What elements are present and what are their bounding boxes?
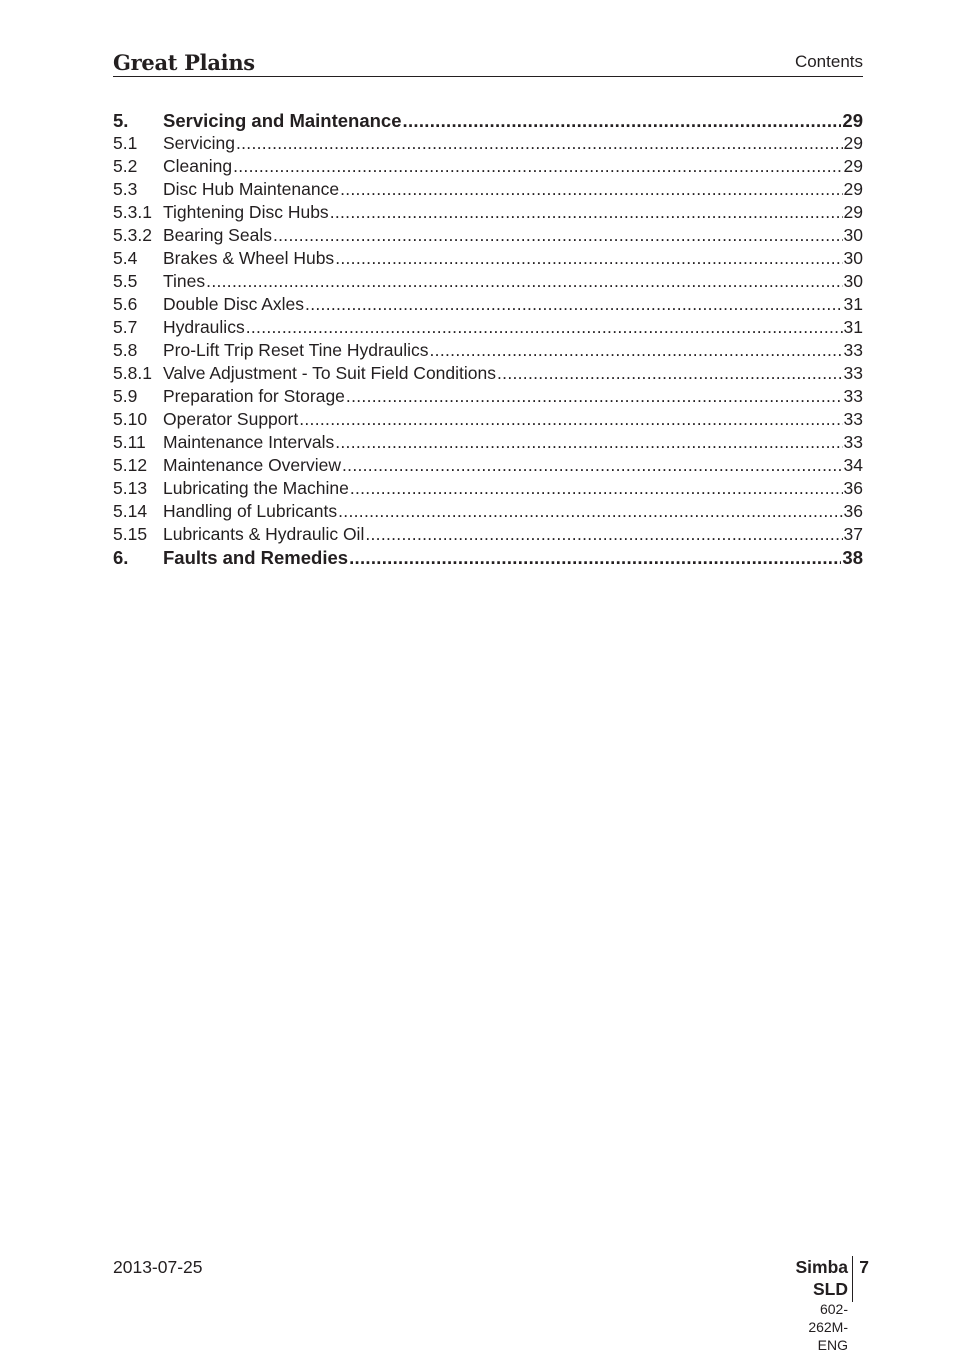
toc-dot-leader xyxy=(346,385,843,408)
toc-entry-number: 5.12 xyxy=(113,455,148,475)
toc-entry-number: 5.4 xyxy=(113,248,138,268)
toc-dot-leader xyxy=(246,316,843,339)
toc-entry-title: Servicing and Maintenance xyxy=(163,110,402,131)
toc-entry[interactable] xyxy=(113,500,863,523)
toc-dot-leader xyxy=(365,523,842,546)
toc-entry-title: Faults and Remedies xyxy=(163,547,349,568)
section-label: Contents xyxy=(794,52,863,71)
toc-entry-page: 29 xyxy=(843,179,863,199)
toc-dot-leader xyxy=(335,431,842,454)
toc-entry[interactable] xyxy=(113,454,863,477)
toc-entry-page: 31 xyxy=(843,317,863,337)
toc-entry-page: 30 xyxy=(843,248,863,268)
toc-entry-title: Operator Support xyxy=(163,409,299,429)
brand-logo: Great Plains xyxy=(113,50,255,75)
toc-entry-title: Bearing Seals xyxy=(163,225,272,245)
toc-entry[interactable] xyxy=(113,362,863,385)
toc-entry[interactable] xyxy=(113,293,863,316)
toc-entry-number: 5.14 xyxy=(113,501,148,521)
toc-entry-number: 5.8 xyxy=(113,340,138,360)
toc-entry-number: 5.5 xyxy=(113,271,138,291)
toc-dot-leader xyxy=(340,178,842,201)
toc-entry-title: Lubricating the Machine xyxy=(163,478,349,498)
toc-entry[interactable] xyxy=(113,155,863,178)
toc-entry-page: 31 xyxy=(843,294,863,314)
toc-entry-title: Tines xyxy=(163,271,206,291)
toc-entry[interactable] xyxy=(113,201,863,224)
toc-entry-number: 5. xyxy=(113,110,129,131)
toc-entry-page: 34 xyxy=(843,455,863,475)
toc-entry-page: 36 xyxy=(843,478,863,498)
product-block xyxy=(795,1256,853,1353)
toc-entry-page: 33 xyxy=(843,386,863,406)
toc-entry-title: Servicing xyxy=(163,133,235,153)
toc-entry[interactable] xyxy=(113,339,863,362)
toc-entry-title: Hydraulics xyxy=(163,317,245,337)
toc-entry[interactable] xyxy=(113,247,863,270)
toc-entry-title: Valve Adjustment - To Suit Field Conditions xyxy=(163,363,496,383)
toc-entry-number: 5.15 xyxy=(113,524,148,544)
toc-entry[interactable] xyxy=(113,109,863,132)
toc-entry-number: 5.3.1 xyxy=(113,202,152,222)
toc-entry[interactable] xyxy=(113,546,863,569)
toc-entry-number: 5.3.2 xyxy=(113,225,152,245)
toc-entry-page: 33 xyxy=(843,340,863,360)
toc-entry[interactable] xyxy=(113,408,863,431)
toc-entry-title: Brakes & Wheel Hubs xyxy=(163,248,335,268)
toc-dot-leader xyxy=(236,132,843,155)
toc-entry-page: 36 xyxy=(843,501,863,521)
toc-dot-leader xyxy=(305,293,842,316)
toc-entry-title: Cleaning xyxy=(163,156,233,176)
toc-dot-leader xyxy=(342,454,843,477)
toc-entry-number: 5.8.1 xyxy=(113,363,152,383)
toc-dot-leader xyxy=(335,247,842,270)
toc-entry-page: 33 xyxy=(843,363,863,383)
toc-entry-page: 29 xyxy=(843,133,863,153)
toc-entry-number: 5.7 xyxy=(113,317,138,337)
toc-entry-title: Lubricants & Hydraulic Oil xyxy=(163,524,365,544)
toc-dot-leader xyxy=(338,500,842,523)
toc-entry-number: 5.13 xyxy=(113,478,148,498)
toc-dot-leader xyxy=(273,224,843,247)
toc-entry[interactable] xyxy=(113,477,863,500)
toc-entry-number: 5.1 xyxy=(113,133,138,153)
document-number: 602-262M-ENG xyxy=(808,1301,848,1353)
toc-dot-leader xyxy=(349,546,841,569)
toc-entry[interactable] xyxy=(113,178,863,201)
toc-entry-number: 5.11 xyxy=(113,432,146,452)
page-header xyxy=(113,48,863,77)
toc-entry-title: Maintenance Intervals xyxy=(163,432,335,452)
toc-entry[interactable] xyxy=(113,385,863,408)
toc-dot-leader xyxy=(330,201,843,224)
toc-dot-leader xyxy=(233,155,842,178)
toc-entry-page: 29 xyxy=(843,202,863,222)
toc-entry-title: Maintenance Overview xyxy=(163,455,341,475)
toc-dot-leader xyxy=(299,408,842,431)
toc-entry[interactable] xyxy=(113,523,863,546)
toc-entry-number: 5.10 xyxy=(113,409,148,429)
toc-entry-title: Tightening Disc Hubs xyxy=(163,202,329,222)
toc-entry-page: 37 xyxy=(843,524,863,544)
toc-entry[interactable] xyxy=(113,316,863,339)
toc-entry[interactable] xyxy=(113,224,863,247)
toc-entry-number: 5.9 xyxy=(113,386,138,406)
toc-entry-page: 29 xyxy=(842,110,863,131)
toc-entry-number: 5.2 xyxy=(113,156,138,176)
toc-entry-title: Disc Hub Maintenance xyxy=(163,179,340,199)
toc-entry[interactable] xyxy=(113,132,863,155)
page-number: 7 xyxy=(859,1257,869,1277)
toc-entry-title: Handling of Lubricants xyxy=(163,501,338,521)
toc-entry[interactable] xyxy=(113,270,863,293)
toc-entry-number: 5.3 xyxy=(113,179,138,199)
toc-entry-page: 33 xyxy=(843,409,863,429)
toc-entry-page: 30 xyxy=(843,271,863,291)
toc-entry[interactable] xyxy=(113,431,863,454)
toc-entry-page: 30 xyxy=(843,225,863,245)
footer-date: 2013-07-25 xyxy=(113,1257,203,1277)
toc-entry-title: Double Disc Axles xyxy=(163,294,305,314)
toc-dot-leader xyxy=(430,339,843,362)
toc-entry-page: 33 xyxy=(843,432,863,452)
toc-entry-number: 6. xyxy=(113,547,129,568)
toc-entry-title: Pro-Lift Trip Reset Tine Hydraulics xyxy=(163,340,429,360)
toc-dot-leader xyxy=(350,477,843,500)
table-of-contents xyxy=(113,109,863,569)
toc-dot-leader xyxy=(403,109,842,132)
toc-dot-leader xyxy=(497,362,843,385)
toc-entry-title: Preparation for Storage xyxy=(163,386,345,406)
toc-entry-page: 38 xyxy=(842,547,863,568)
toc-entry-number: 5.6 xyxy=(113,294,138,314)
toc-dot-leader xyxy=(206,270,842,293)
product-name: Simba SLD xyxy=(795,1257,848,1299)
toc-entry-page: 29 xyxy=(843,156,863,176)
